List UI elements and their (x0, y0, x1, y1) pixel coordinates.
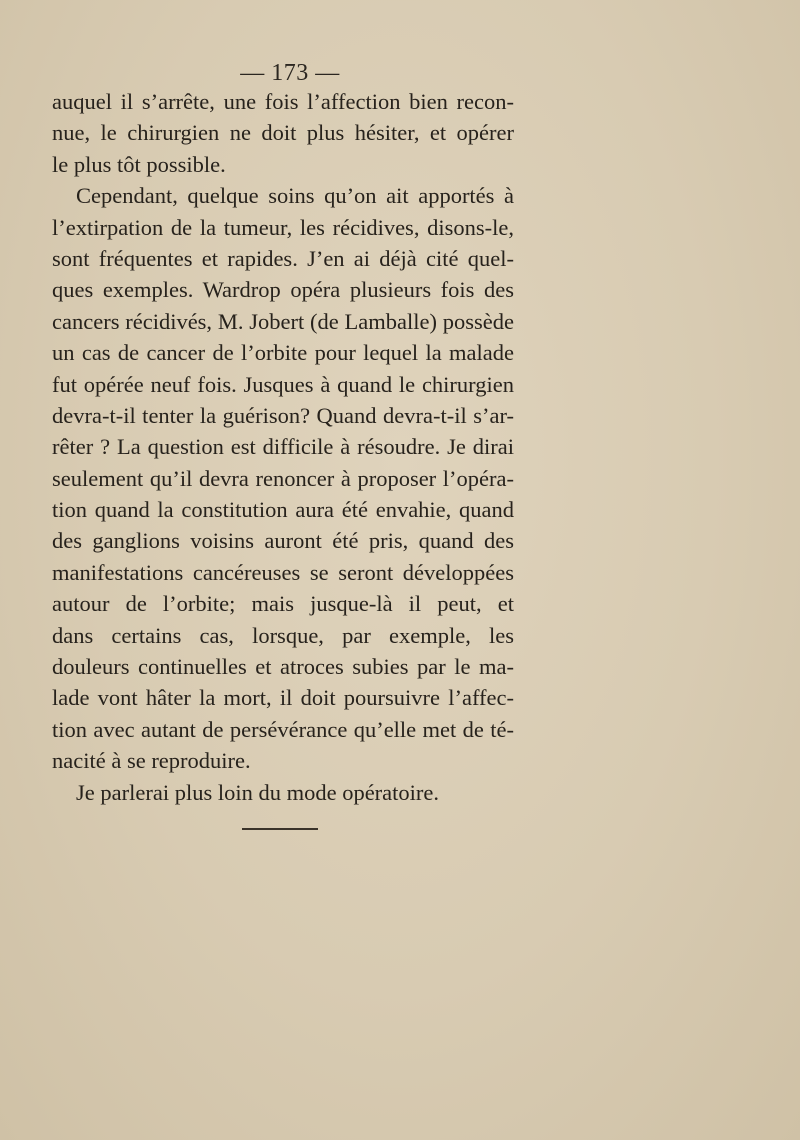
text-line: auquel il s’arrête, une fois l’affection bien recon- (52, 89, 514, 114)
text-line: nacité à se reproduire. (52, 748, 251, 774)
text-line: ques exemples. Wardrop opéra plusieurs fois des (52, 277, 514, 303)
text-line: tion quand la constitution aura été envahie, quand (52, 497, 514, 523)
text-line: devra-t-il tenter la guérison? Quand devra-t-il s’ar- (52, 402, 514, 428)
text-line: sont fréquentes et rapides. J’en ai déjà cité quel- (52, 245, 514, 271)
text-line: rêter ? La question est difficile à résoudre. Je dirai (52, 434, 514, 460)
page-number: — 173 — (240, 60, 340, 86)
text-line: Je parlerai plus loin du mode opératoire. (76, 779, 440, 805)
text-line: fut opérée neuf fois. Jusques à quand le chirurgien (52, 371, 514, 397)
text-line: le plus tôt possible. (52, 151, 226, 177)
text-line: autour de l’orbite; mais jusque-là il peut, et (52, 591, 514, 617)
text-line: manifestations cancéreuses se seront développées (52, 559, 514, 585)
section-end-rule (242, 828, 318, 830)
text-line: nue, le chirurgien ne doit plus hésiter, et opérer (52, 120, 514, 146)
text-line: cancers récidivés, M. Jobert (de Lamballe) possède (52, 308, 514, 334)
body-text (52, 86, 514, 808)
text-line: douleurs continuelles et atroces subies par le ma- (52, 654, 514, 680)
text-line: Cependant, quelque soins qu’on ait apportés à (76, 183, 514, 209)
text-line: tion avec autant de persévérance qu’elle met de té- (52, 716, 514, 742)
text-line: des ganglions voisins auront été pris, quand des (52, 528, 514, 554)
text-line: seulement qu’il devra renoncer à proposer l’opéra- (52, 465, 514, 491)
text-line: un cas de cancer de l’orbite pour lequel la malade (52, 340, 514, 366)
text-line: l’extirpation de la tumeur, les récidives, disons-le, (52, 214, 514, 240)
text-line: lade vont hâter la mort, il doit poursuivre l’affec- (52, 685, 514, 711)
text-line: dans certains cas, lorsque, par exemple, les (52, 622, 514, 648)
